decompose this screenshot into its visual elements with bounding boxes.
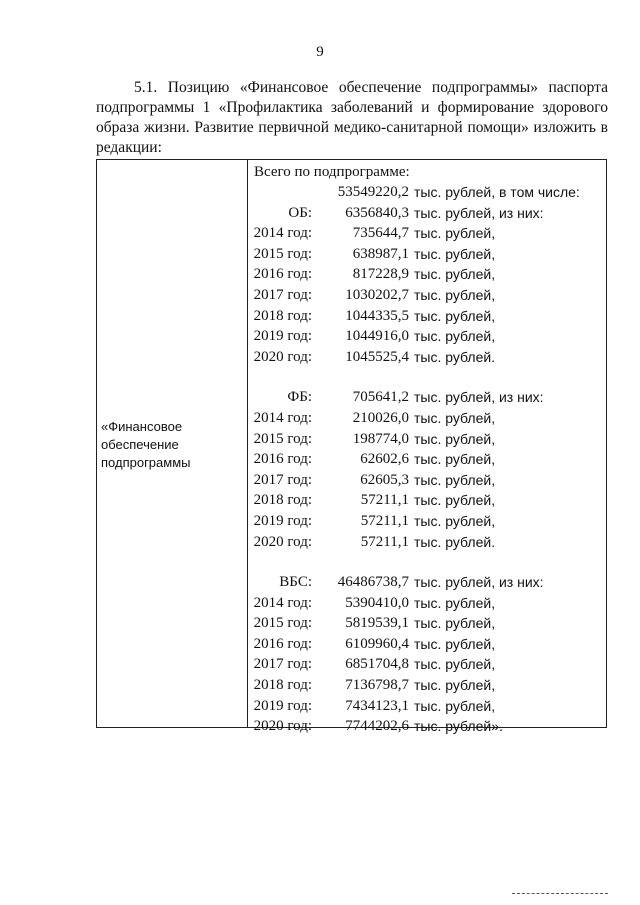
year-value: 6109960,4 bbox=[345, 635, 409, 652]
year-value: 735644,7 bbox=[352, 225, 409, 242]
section-unit: тыс. рублей, из них: bbox=[414, 389, 544, 406]
year-unit: тыс. рублей, bbox=[414, 451, 496, 468]
section-value: 6356840,3 bbox=[345, 204, 409, 221]
year-label: 2020 год: bbox=[253, 718, 312, 735]
year-unit: тыс. рублей. bbox=[414, 533, 496, 550]
year-value: 5390410,0 bbox=[345, 594, 409, 611]
year-unit: тыс. рублей, bbox=[414, 635, 496, 652]
right-cell-funding bbox=[253, 162, 602, 737]
section-vbs bbox=[253, 572, 602, 737]
section-label: ОБ: bbox=[288, 204, 312, 221]
year-row bbox=[253, 511, 602, 532]
section-fb bbox=[253, 387, 602, 552]
year-row bbox=[253, 532, 602, 553]
section-label: ВБС: bbox=[279, 574, 312, 591]
year-value: 7136798,7 bbox=[345, 677, 409, 694]
section-header-row bbox=[253, 572, 602, 593]
year-label: 2015 год: bbox=[253, 245, 312, 262]
year-unit: тыс. рублей, bbox=[414, 471, 496, 488]
section-value: 705641,2 bbox=[352, 389, 409, 406]
year-label: 2014 год: bbox=[253, 594, 312, 611]
year-unit: тыс. рублей, bbox=[414, 492, 496, 509]
year-unit: тыс. рублей, bbox=[414, 697, 496, 714]
year-label: 2019 год: bbox=[253, 697, 312, 714]
year-label: 2018 год: bbox=[253, 492, 312, 509]
year-value: 62605,3 bbox=[360, 471, 409, 488]
intro-paragraph bbox=[96, 78, 608, 158]
intro-text: 5.1. Позицию «Финансовое обеспечение подпрограммы» паспорта подпрограммы 1 «Профилактика заболеваний и формирование здорового образа жизни. Развитие первичной медико-санитарной помощи» изложить в редакции: bbox=[96, 79, 608, 156]
year-value: 198774,0 bbox=[352, 430, 409, 447]
total-unit: тыс. рублей, в том числе: bbox=[414, 184, 580, 200]
passport-table bbox=[96, 159, 607, 735]
year-label: 2016 год: bbox=[253, 635, 312, 652]
year-value: 57211,1 bbox=[360, 492, 409, 509]
year-row bbox=[253, 490, 602, 511]
year-label: 2017 год: bbox=[253, 286, 312, 303]
year-row bbox=[253, 716, 602, 737]
year-label: 2020 год: bbox=[253, 533, 312, 550]
year-unit: тыс. рублей, bbox=[414, 409, 496, 426]
year-label: 2016 год: bbox=[253, 451, 312, 468]
year-unit: тыс. рублей, bbox=[414, 245, 496, 262]
year-row bbox=[253, 264, 602, 285]
year-unit: тыс. рублей, bbox=[414, 677, 496, 694]
year-label: 2019 год: bbox=[253, 328, 312, 345]
year-value: 817228,9 bbox=[352, 266, 409, 283]
year-row bbox=[253, 593, 602, 614]
footer-mark bbox=[512, 893, 608, 897]
total-label: Всего по подпрограмме: bbox=[254, 164, 410, 180]
year-row bbox=[253, 429, 602, 450]
year-row bbox=[253, 613, 602, 634]
section-label: ФБ: bbox=[287, 389, 312, 406]
year-row bbox=[253, 244, 602, 265]
year-unit: тыс. рублей, bbox=[414, 307, 496, 324]
year-value: 57211,1 bbox=[360, 512, 409, 529]
year-label: 2015 год: bbox=[253, 615, 312, 632]
year-unit: тыс. рублей, bbox=[414, 430, 496, 447]
year-label: 2014 год: bbox=[253, 225, 312, 242]
year-value: 1044916,0 bbox=[345, 328, 409, 345]
total-row bbox=[253, 182, 602, 203]
section-value: 46486738,7 bbox=[337, 574, 409, 591]
year-row bbox=[253, 306, 602, 327]
year-label: 2017 год: bbox=[253, 471, 312, 488]
section-header-row bbox=[253, 387, 602, 408]
year-unit: тыс. рублей, bbox=[414, 512, 496, 529]
section-gap bbox=[253, 552, 602, 572]
section-gap bbox=[253, 367, 602, 387]
year-value: 1030202,7 bbox=[345, 286, 409, 303]
year-unit: тыс. рублей, bbox=[414, 594, 496, 611]
year-value: 57211,1 bbox=[360, 533, 409, 550]
year-label: 2017 год: bbox=[253, 656, 312, 673]
year-row bbox=[253, 408, 602, 429]
year-value: 7434123,1 bbox=[345, 697, 409, 714]
section-unit: тыс. рублей, из них: bbox=[414, 574, 544, 591]
year-row bbox=[253, 634, 602, 655]
year-unit: тыс. рублей, bbox=[414, 225, 496, 242]
left-cell-label: «Финансовое обеспечение подпрограммы bbox=[101, 419, 191, 470]
year-row bbox=[253, 223, 602, 244]
section-ob bbox=[253, 203, 602, 368]
year-value: 5819539,1 bbox=[345, 615, 409, 632]
year-value: 6851704,8 bbox=[345, 656, 409, 673]
year-label: 2018 год: bbox=[253, 307, 312, 324]
year-row bbox=[253, 326, 602, 347]
year-label: 2015 год: bbox=[253, 430, 312, 447]
year-row bbox=[253, 449, 602, 470]
year-value: 7744202,6 bbox=[345, 718, 409, 735]
year-label: 2018 год: bbox=[253, 677, 312, 694]
year-label: 2016 год: bbox=[253, 266, 312, 283]
year-unit: тыс. рублей, bbox=[414, 656, 496, 673]
year-row bbox=[253, 675, 602, 696]
year-label: 2014 год: bbox=[253, 409, 312, 426]
year-row bbox=[253, 470, 602, 491]
year-label: 2019 год: bbox=[253, 512, 312, 529]
column-divider bbox=[247, 160, 248, 727]
year-value: 62602,6 bbox=[360, 451, 409, 468]
page-number: 9 bbox=[316, 44, 324, 60]
year-label: 2020 год: bbox=[253, 348, 312, 365]
year-unit: тыс. рублей». bbox=[414, 718, 503, 735]
year-value: 1044335,5 bbox=[345, 307, 409, 324]
year-row bbox=[253, 654, 602, 675]
year-unit: тыс. рублей, bbox=[414, 615, 496, 632]
year-row bbox=[253, 347, 602, 368]
year-value: 1045525,4 bbox=[345, 348, 409, 365]
total-value: 53549220,2 bbox=[337, 184, 409, 200]
year-unit: тыс. рублей, bbox=[414, 286, 496, 303]
year-value: 638987,1 bbox=[352, 245, 409, 262]
year-row bbox=[253, 696, 602, 717]
section-header-row bbox=[253, 203, 602, 224]
year-unit: тыс. рублей, bbox=[414, 266, 496, 283]
year-row bbox=[253, 285, 602, 306]
year-value: 210026,0 bbox=[352, 409, 409, 426]
year-unit: тыс. рублей. bbox=[414, 348, 496, 365]
year-unit: тыс. рублей, bbox=[414, 328, 496, 345]
section-unit: тыс. рублей, из них: bbox=[414, 204, 544, 221]
